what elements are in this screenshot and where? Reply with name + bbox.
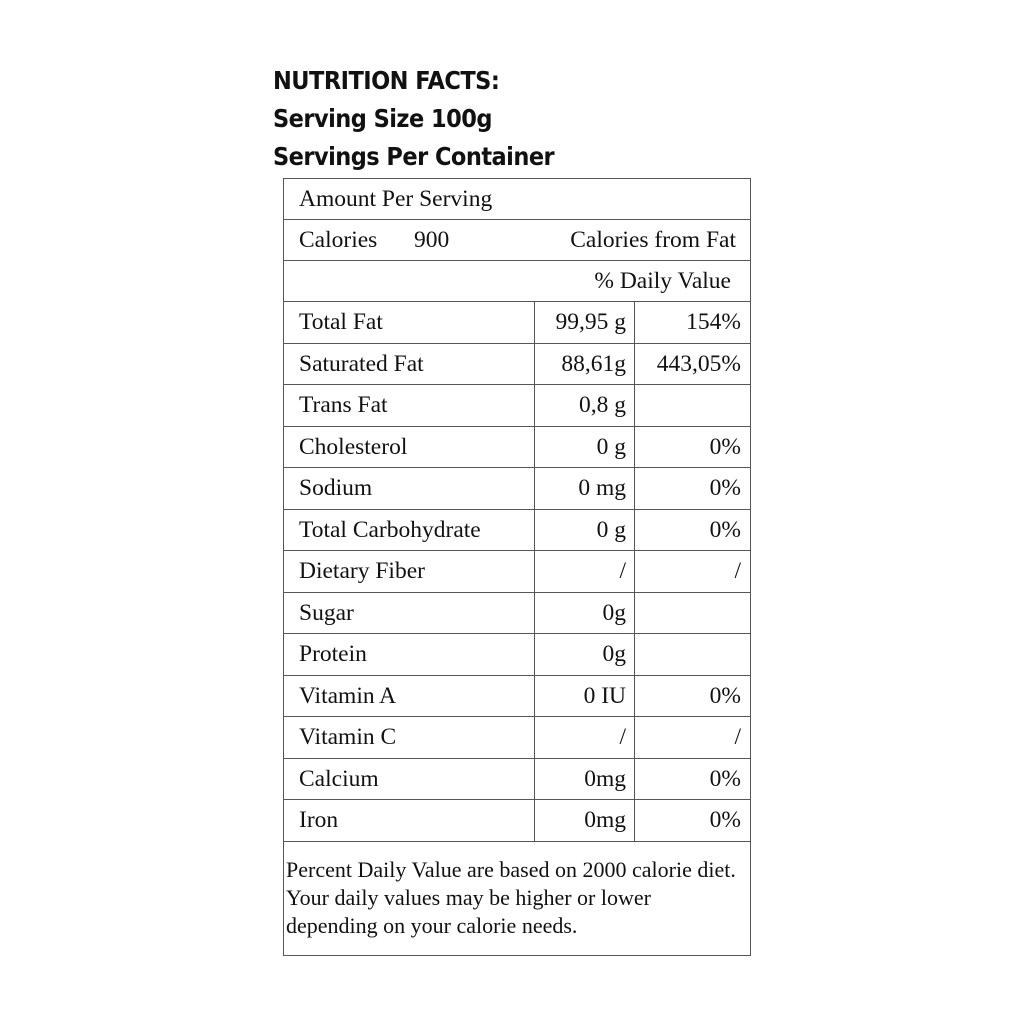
nutrition-facts-title: NUTRITION FACTS: <box>273 66 500 95</box>
nutrient-name: Vitamin C <box>284 717 535 758</box>
nutrient-name: Trans Fat <box>284 385 535 426</box>
nutrient-daily-value: 154% <box>686 309 741 335</box>
calories-from-fat-label: Calories from Fat <box>570 227 736 253</box>
label-header <box>273 62 554 176</box>
table-row <box>284 302 750 344</box>
nutrient-amount: 0g <box>535 634 635 675</box>
amount-per-serving-label: Amount Per Serving <box>299 186 493 212</box>
nutrient-amount: 0 g <box>535 427 635 468</box>
table-row <box>284 510 750 552</box>
nutrient-daily-value: / <box>734 558 741 584</box>
nutrient-daily-value: 0% <box>709 475 741 501</box>
nutrient-name: Sodium <box>284 468 535 509</box>
nutrient-amount: 0g <box>535 593 635 634</box>
nutrient-name: Calcium <box>284 759 535 800</box>
nutrient-amount: 88,61g <box>535 344 635 385</box>
table-row <box>284 634 750 676</box>
nutrient-daily-value <box>635 634 750 675</box>
nutrient-daily-value: / <box>734 724 741 750</box>
nutrient-amount: 0 g <box>535 510 635 551</box>
amount-per-serving-row <box>284 179 750 220</box>
daily-value-header: % Daily Value <box>594 268 731 294</box>
nutrient-name: Total Carbohydrate <box>284 510 535 551</box>
nutrient-name: Sugar <box>284 593 535 634</box>
nutrient-name: Protein <box>284 634 535 675</box>
nutrient-name: Saturated Fat <box>284 344 535 385</box>
nutrient-name: Vitamin A <box>284 676 535 717</box>
servings-per-container: Servings Per Container <box>273 142 555 171</box>
nutrient-daily-value: 443,05% <box>656 350 741 377</box>
table-row <box>284 593 750 635</box>
nutrient-daily-value: 0% <box>709 433 741 460</box>
nutrient-daily-value: 0% <box>709 682 741 709</box>
calories-label: Calories <box>299 227 378 253</box>
table-row <box>284 427 750 469</box>
nutrient-daily-value <box>635 385 750 426</box>
daily-value-header-row <box>284 261 750 302</box>
nutrient-amount: 0 mg <box>535 468 635 509</box>
nutrient-amount: 99,95 g <box>535 302 635 343</box>
nutrient-list <box>284 302 750 842</box>
serving-size: Serving Size 100g <box>273 104 492 133</box>
nutrient-amount: / <box>535 551 635 592</box>
table-row <box>284 385 750 427</box>
nutrient-amount: 0,8 g <box>535 385 635 426</box>
table-row <box>284 717 750 759</box>
footnote: Percent Daily Value are based on 2000 calorie diet. Your daily values may be higher or lower depending on your calorie needs. <box>286 856 736 938</box>
nutrient-amount: 0mg <box>535 800 635 841</box>
nutrient-amount: / <box>535 717 635 758</box>
nutrient-name: Dietary Fiber <box>284 551 535 592</box>
table-row <box>284 344 750 386</box>
nutrient-amount: 0mg <box>535 759 635 800</box>
table-row <box>284 800 750 842</box>
nutrient-name: Cholesterol <box>284 427 535 468</box>
table-row <box>284 676 750 718</box>
table-row <box>284 759 750 801</box>
nutrient-daily-value: 0% <box>709 765 741 792</box>
nutrient-daily-value: 0% <box>709 516 741 543</box>
nutrition-table <box>283 178 751 956</box>
nutrient-name: Iron <box>284 800 535 841</box>
calories-row <box>284 220 750 261</box>
nutrient-name: Total Fat <box>284 302 535 343</box>
nutrient-daily-value <box>635 593 750 634</box>
table-row <box>284 551 750 593</box>
nutrient-daily-value: 0% <box>709 807 741 833</box>
calories-value: 900 <box>414 227 450 253</box>
table-row <box>284 468 750 510</box>
nutrient-amount: 0 IU <box>535 676 635 717</box>
